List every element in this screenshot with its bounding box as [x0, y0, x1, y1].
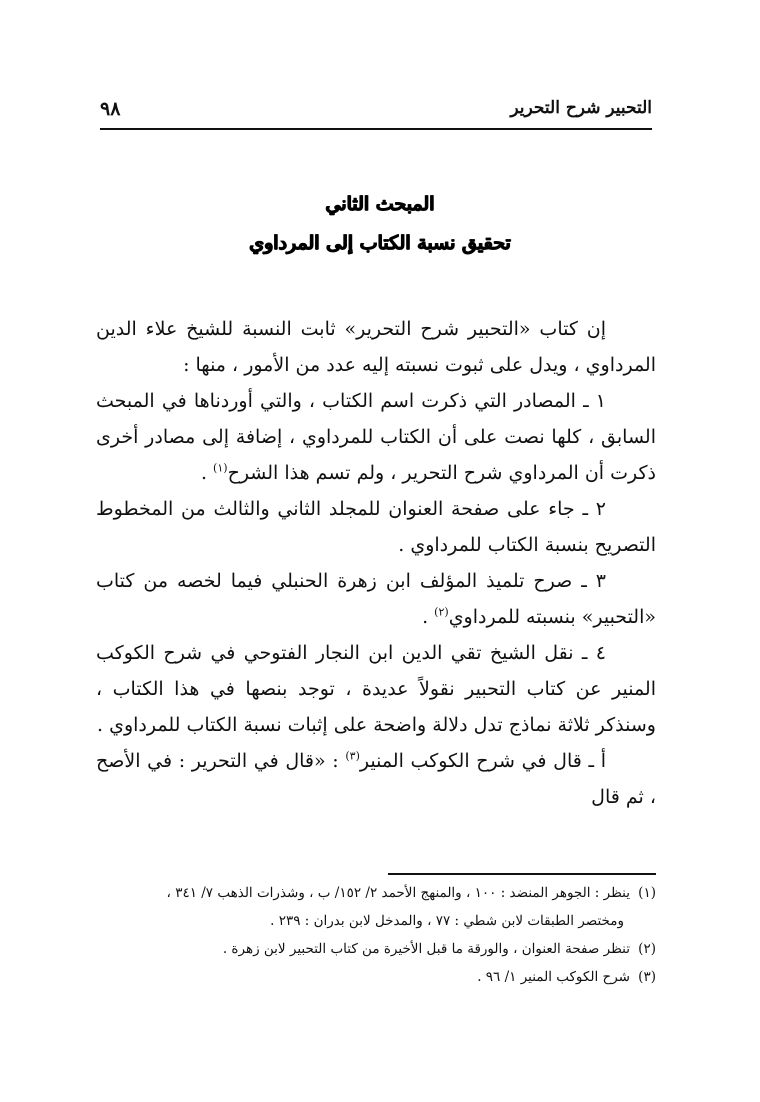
list-item-3-text: ٣ ـ صرح تلميذ المؤلف ابن زهرة الحنبلي فيما لخصه من كتاب «التحبير» بنسبته للمرداوي	[96, 570, 656, 628]
list-item-a-text: أ ـ قال في شرح الكوكب المنير	[359, 750, 606, 772]
list-item-3	[96, 563, 656, 635]
footnote-3	[96, 963, 656, 991]
footnote-2-text: تنظر صفحة العنوان ، والورقة ما قبل الأخيرة من كتاب التحبير لابن زهرة .	[222, 941, 630, 957]
list-item-1-text: ١ ـ المصادر التي ذكرت اسم الكتاب ، والتي أوردناها في المبحث السابق ، كلها نصت على أن الكتاب للمرداوي ، إضافة إلى مصادر أخرى ذكرت أن المرداوي شرح التحرير ، ولم تسم هذا الشرح	[96, 390, 656, 484]
list-item-1-end: .	[200, 462, 214, 484]
intro-paragraph: إن كتاب «التحبير شرح التحرير» ثابت النسبة للشيخ علاء الدين المرداوي ، ويدل على ثبوت نسبته إليه عدد من الأمور ، منها :	[96, 318, 656, 376]
section-heading: المبحث الثاني	[325, 193, 435, 215]
footnote-1-continuation: ومختصر الطبقات لابن شطي : ٧٧ ، والمدخل لابن بدران : ٢٣٩ .	[270, 913, 624, 929]
page-number: ٩٨	[100, 98, 121, 120]
footnote-ref-3: (٣)	[345, 749, 360, 763]
list-item-4: ٤ ـ نقل الشيخ تقي الدين ابن النجار الفتوحي في شرح الكوكب المنير عن كتاب التحبير نقولاً عديدة ، توجد بنصها في هذا الكتاب ، وسنذكر ثلاثة نماذج تدل دلالة واضحة على إثبات نسبة الكتاب للمرداوي .	[96, 642, 656, 736]
footnote-2	[96, 935, 656, 963]
list-item-a-end: : «قال في التحرير : في الأصح ، ثم قال	[96, 750, 656, 808]
list-item-1	[96, 383, 656, 491]
list-item-a	[96, 743, 656, 815]
footnote-1	[96, 879, 656, 907]
footnote-number-3: (٣)	[638, 969, 656, 985]
body-text	[96, 311, 656, 815]
footnote-ref-2: (٢)	[434, 605, 449, 619]
section-subtitle: تحقيق نسبة الكتاب إلى المرداوي	[249, 232, 511, 254]
footnotes	[96, 879, 656, 991]
running-title: التحبير شرح التحرير	[510, 98, 652, 118]
list-item-3-end: .	[422, 606, 435, 628]
footnote-rule	[388, 873, 656, 875]
list-item-2: ٢ ـ جاء على صفحة العنوان للمجلد الثاني والثالث من المخطوط التصريح بنسبة الكتاب للمرداوي .	[96, 498, 656, 556]
footnote-number-2: (٢)	[638, 941, 656, 957]
footnote-3-text: شرح الكوكب المنير ١/ ٩٦ .	[477, 969, 630, 985]
running-header	[100, 98, 652, 124]
footnote-number-1: (١)	[638, 885, 656, 901]
header-rule	[100, 128, 652, 130]
footnote-1-line1: ينظر : الجوهر المنضد : ١٠٠ ، والمنهج الأحمد ٢/ ١٥٢/ ب ، وشذرات الذهب ٧/ ٣٤١ ،	[166, 885, 630, 901]
footnote-ref-1: (١)	[213, 461, 228, 475]
